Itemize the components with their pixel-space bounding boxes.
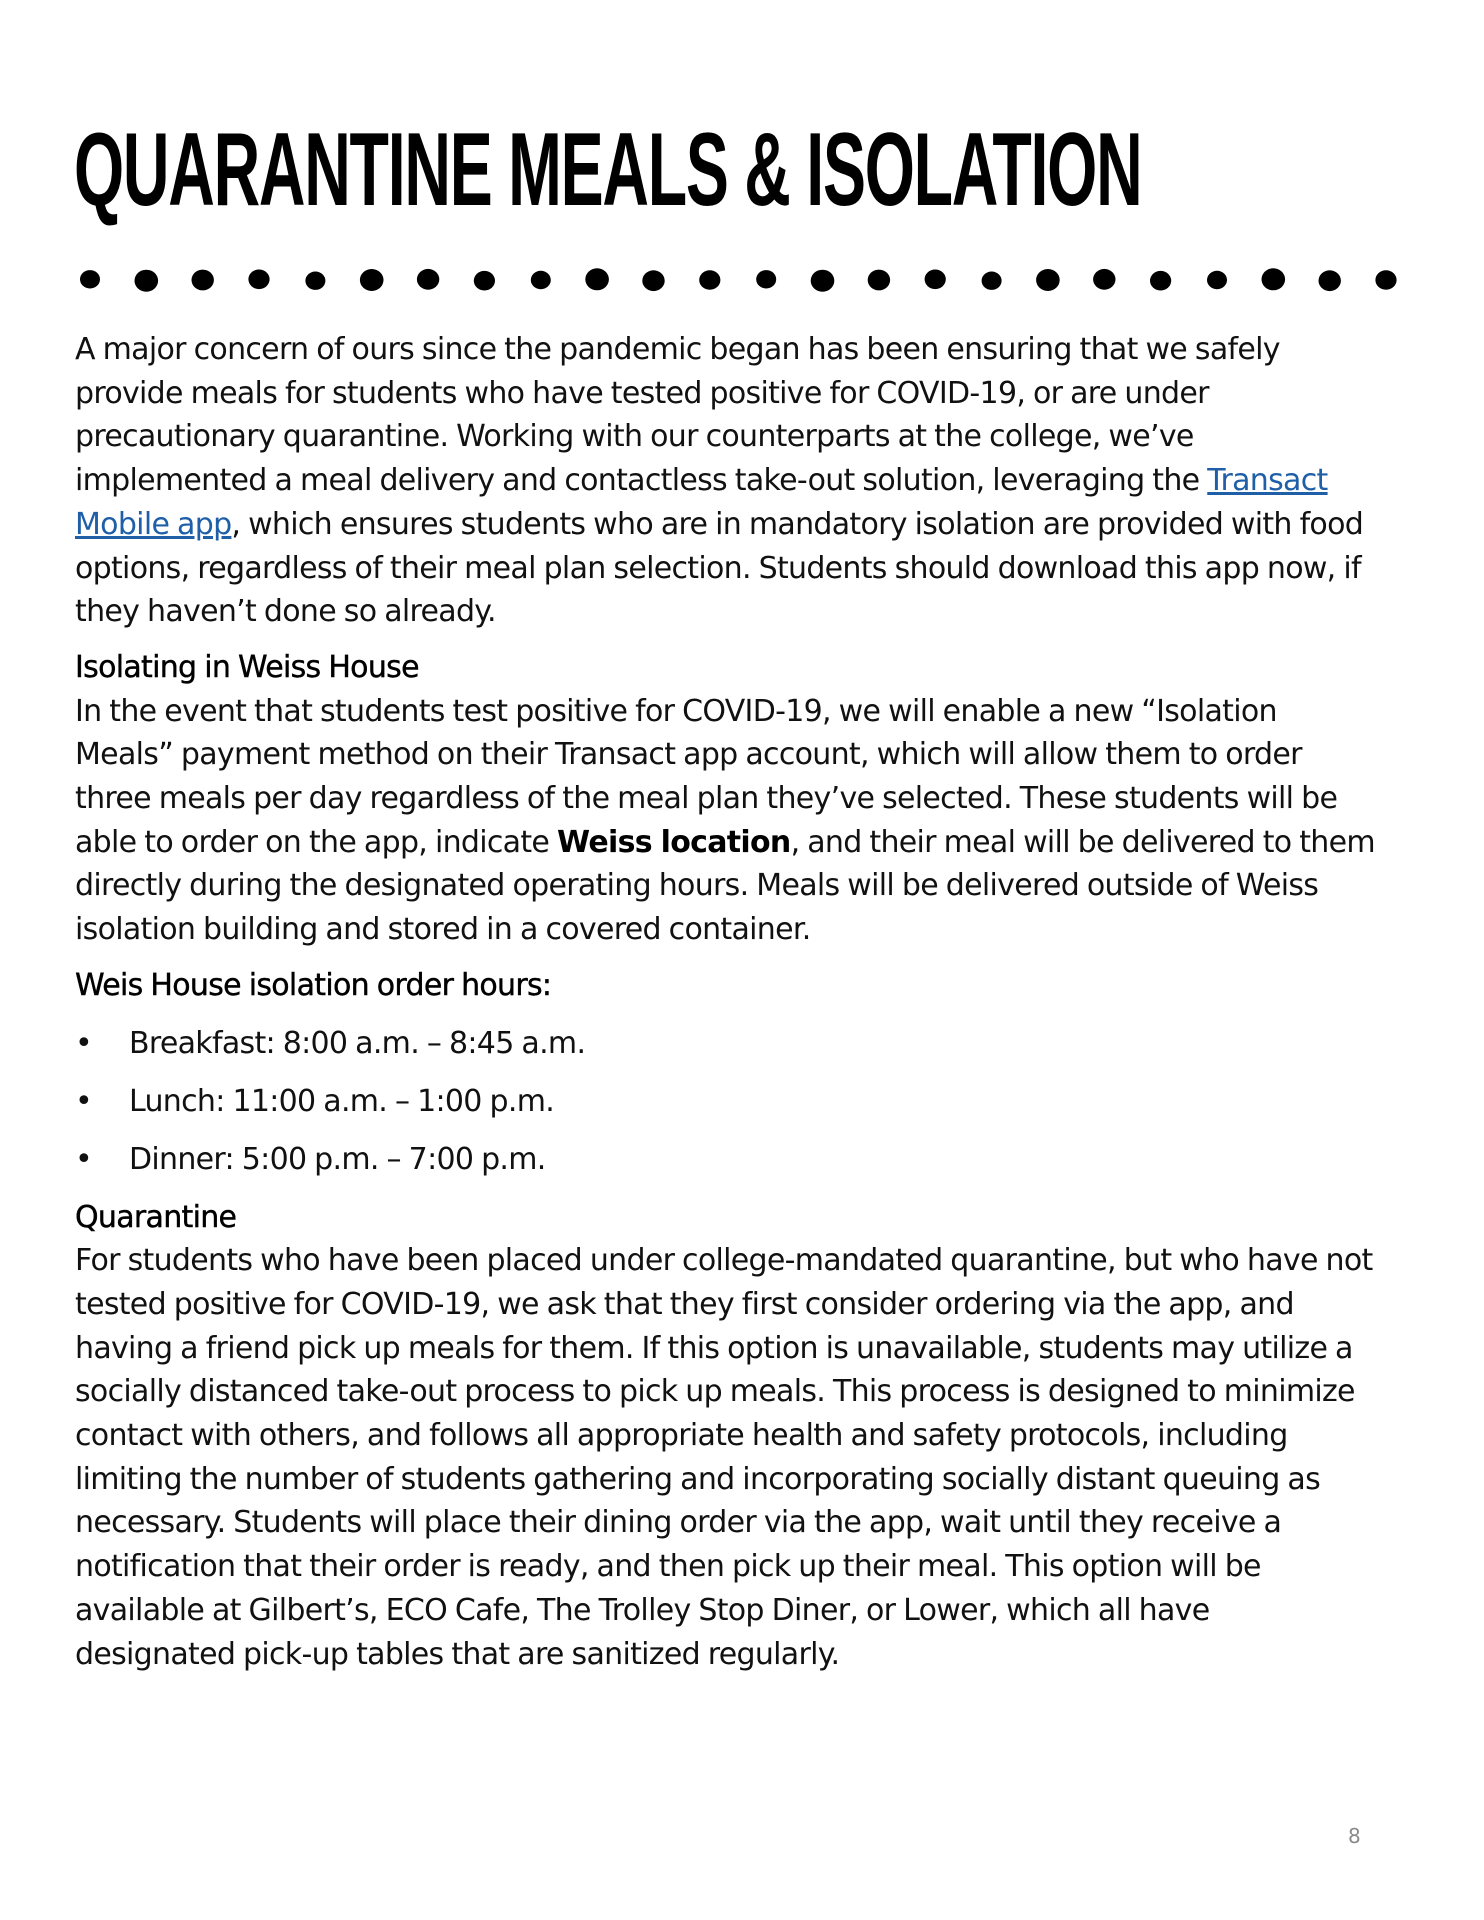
divider-dot [305, 272, 325, 290]
divider-dot [642, 270, 664, 291]
divider-dot [248, 270, 269, 290]
bullet-icon: • [75, 1025, 92, 1061]
hours-lunch: Lunch: 11:00 a.m. – 1:00 p.m. [129, 1083, 555, 1119]
divider-dot [756, 270, 776, 288]
divider-dot [1036, 269, 1060, 291]
list-item [75, 1138, 1375, 1196]
intro-text-after-link: , which ensures students who are in mandatory isolation are provided with food options, regardless of their meal plan selection. Students should download this app now, if they haven’t done so already. [75, 506, 1364, 630]
page-title: QUARANTINE MEALS & ISOLATION [74, 112, 1142, 228]
intro-text-before-link: A major concern of ours since the pandemic began has been ensuring that we safely provide meals for students who have tested positive for COVID-19, or are under precautionary quarantine. Working with our counterparts at the college, we’ve implemented a meal delivery and contactless take-out solution, leveraging the [75, 332, 1280, 499]
divider-dot [531, 271, 551, 289]
page-number: 8 [1348, 1824, 1361, 1848]
intro-paragraph [75, 328, 1375, 634]
divider-dot [1207, 271, 1227, 289]
isolation-heading: Isolating in Weiss House [75, 649, 419, 685]
isolation-paragraph [75, 690, 1375, 952]
bullet-icon: • [75, 1083, 92, 1119]
divider-dot [360, 269, 384, 291]
hours-dinner: Dinner: 5:00 p.m. – 7:00 p.m. [129, 1141, 546, 1177]
divider-dot [585, 268, 609, 290]
isolation-text-before-bold: In the event that students test positive for COVID-19, we will enable a new “Isolation Meals” payment method on their Transact app account, which will allow them to order three meals per day regardless of the meal plan they’ve selected. These students will be able to order on the app, indicate [75, 693, 1338, 860]
divider-dot [135, 270, 159, 292]
weiss-location-emphasis: Weiss location [557, 824, 791, 860]
divider-dot [1375, 270, 1396, 290]
divider-dot [474, 271, 495, 291]
divider-dot [1262, 268, 1286, 290]
bullet-icon: • [75, 1141, 92, 1177]
hours-heading: Weis House isolation order hours: [75, 967, 552, 1003]
divider-dot [1150, 271, 1171, 291]
main-content [75, 328, 1375, 1676]
quarantine-heading: Quarantine [75, 1199, 237, 1235]
divider-dot [80, 270, 100, 288]
divider-dot [982, 272, 1002, 290]
dot-divider [78, 262, 1398, 298]
hours-list [75, 1022, 1375, 1196]
divider-dot [1319, 270, 1341, 291]
isolation-text-after-bold: , and their meal will be delivered to them directly during the designated operating hours. Meals will be delivered outside of Weiss isolation building and stored in a covered container. [75, 824, 1375, 948]
divider-dot [868, 270, 890, 291]
divider-dot [699, 270, 720, 290]
divider-dot [1093, 269, 1115, 290]
divider-dot [417, 269, 439, 290]
divider-dot [192, 270, 214, 291]
divider-dot [811, 270, 835, 292]
transact-mobile-app-link[interactable]: Transact Mobile app [75, 463, 1328, 542]
hours-breakfast: Breakfast: 8:00 a.m. – 8:45 a.m. [129, 1025, 586, 1061]
list-item [75, 1022, 1375, 1080]
quarantine-paragraph: For students who have been placed under college-mandated quarantine, but who have not tested positive for COVID-19, we ask that they first consider ordering via the app, and having a friend pick up meals for them. If this option is unavailable, students may utilize a socially distanced take-out process to pick up meals. This process is designed to minimize contact with others, and follows all appropriate health and safety protocols, including limiting the number of students gathering and incorporating socially distant queuing as necessary. Students will place their dining order via the app, wait until they receive a notification that their order is ready, and then pick up their meal. This option will be available at Gilbert’s, ECO Cafe, The Trolley Stop Diner, or Lower, which all have designated pick-up tables that are sanitized regularly. [75, 1243, 1373, 1672]
list-item [75, 1080, 1375, 1138]
divider-dot [925, 270, 946, 290]
